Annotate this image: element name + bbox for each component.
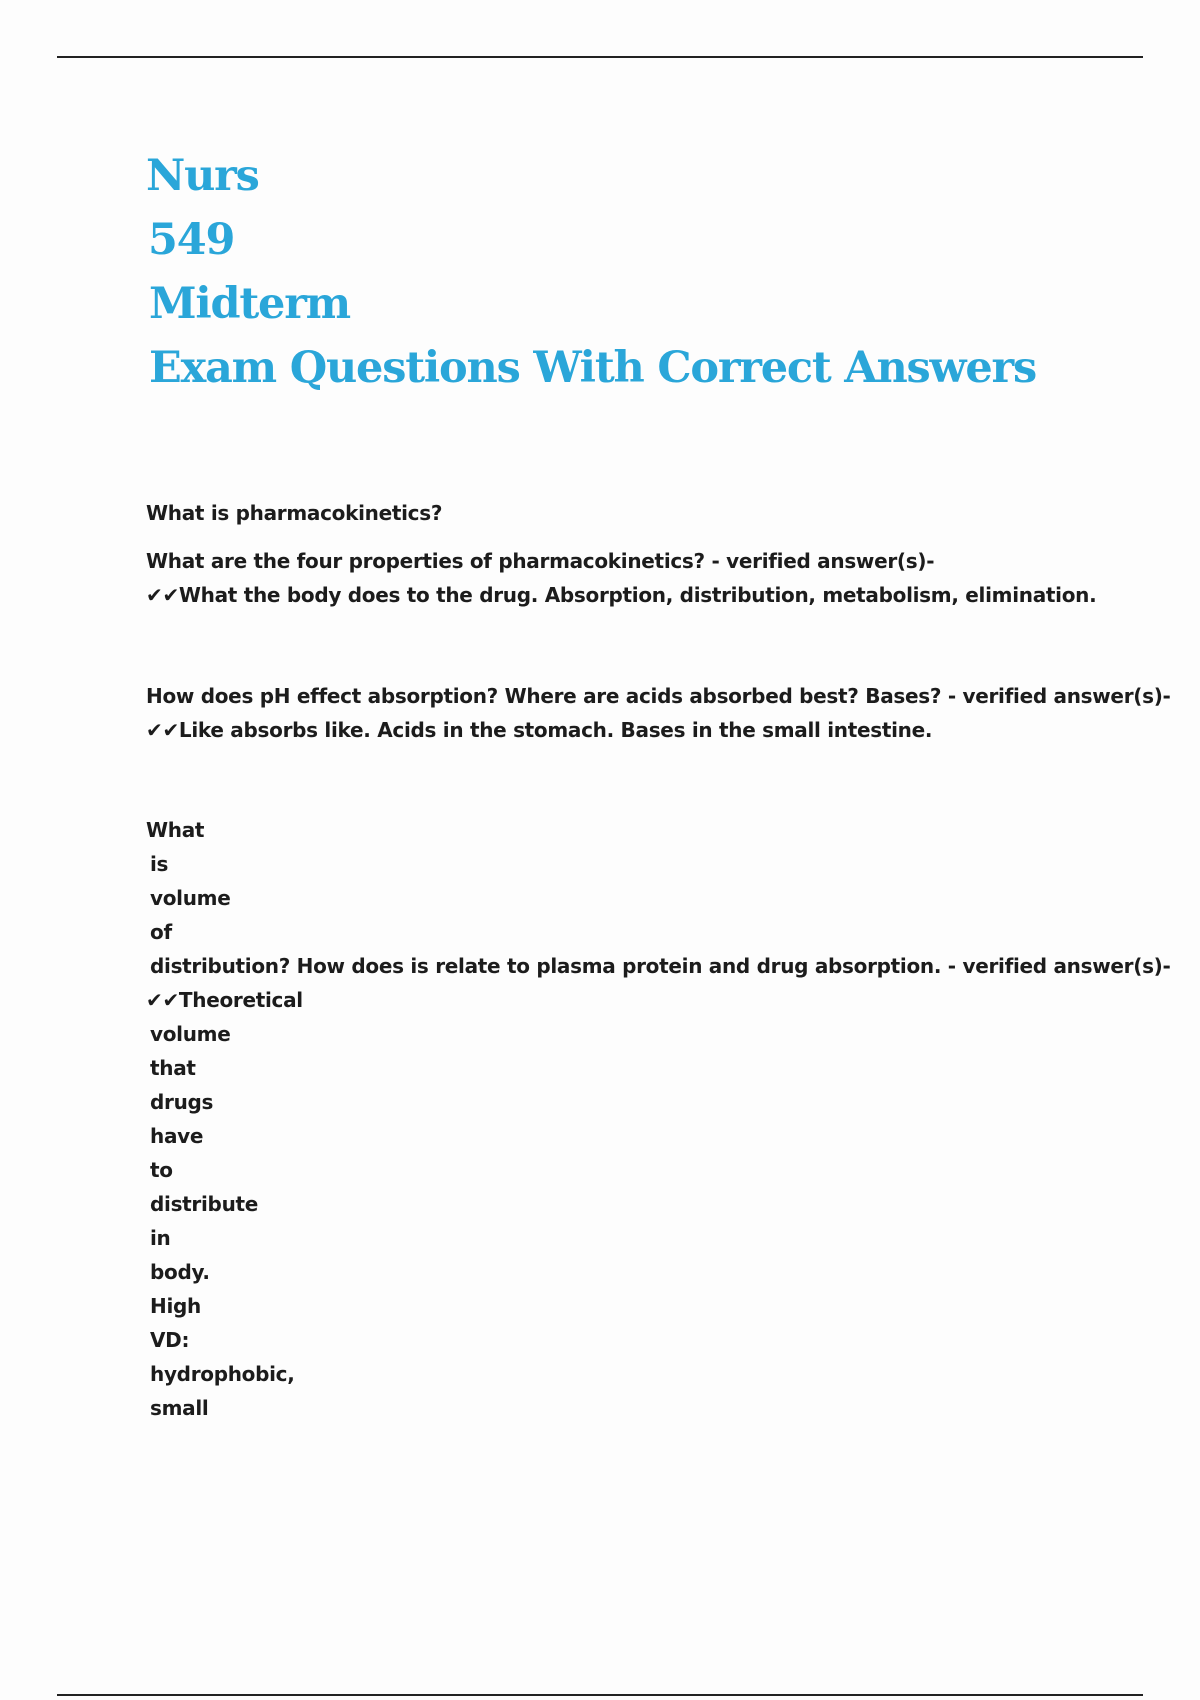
top-rule: [57, 56, 1143, 58]
qa-line: is: [150, 852, 169, 876]
qa-line: to: [150, 1158, 173, 1182]
answer-text: ✔✔What the body does to the drug. Absorption, distribution, metabolism, elimination.: [146, 583, 1097, 607]
qa-line: hydrophobic,: [150, 1362, 295, 1386]
qa-line: drugs: [150, 1090, 214, 1114]
qa-line: What: [146, 818, 205, 842]
qa-line: VD:: [150, 1328, 190, 1352]
answer-text: ✔✔Like absorbs like. Acids in the stomach. Bases in the small intestine.: [146, 718, 933, 742]
qa-item-volume-of-distribution: [146, 813, 1171, 1425]
title-line: Exam Questions With Correct Answers: [149, 343, 1036, 393]
qa-line: distribute: [150, 1192, 259, 1216]
title-line: Nurs: [146, 151, 259, 201]
document-title: [146, 144, 1036, 400]
question-text: What are the four properties of pharmacokinetics? - verified answer(s)-: [146, 549, 935, 573]
qa-item-four-properties: [146, 544, 1106, 612]
qa-line: small: [150, 1396, 209, 1420]
qa-line: of: [150, 920, 172, 944]
question-text: How does pH effect absorption? Where are acids absorbed best? Bases? - verified answer(s)-: [146, 684, 1171, 708]
qa-item-ph-absorption: [146, 679, 1171, 747]
qa-line: distribution? How does is relate to plasma protein and drug absorption. - verified answer(s)-: [150, 954, 1171, 978]
qa-line: High: [150, 1294, 201, 1318]
qa-line: that: [150, 1056, 196, 1080]
qa-line: in: [150, 1226, 171, 1250]
bottom-rule: [57, 1694, 1143, 1696]
qa-line: ✔✔Theoretical: [146, 988, 303, 1012]
question-text: What is pharmacokinetics?: [146, 501, 443, 525]
qa-line: volume: [150, 1022, 231, 1046]
qa-line: body.: [150, 1260, 210, 1284]
title-line: Midterm: [149, 279, 350, 329]
title-line: 549: [148, 215, 235, 265]
qa-item-pharmacokinetics: [146, 496, 1106, 530]
qa-line: have: [150, 1124, 204, 1148]
qa-line: volume: [150, 886, 231, 910]
